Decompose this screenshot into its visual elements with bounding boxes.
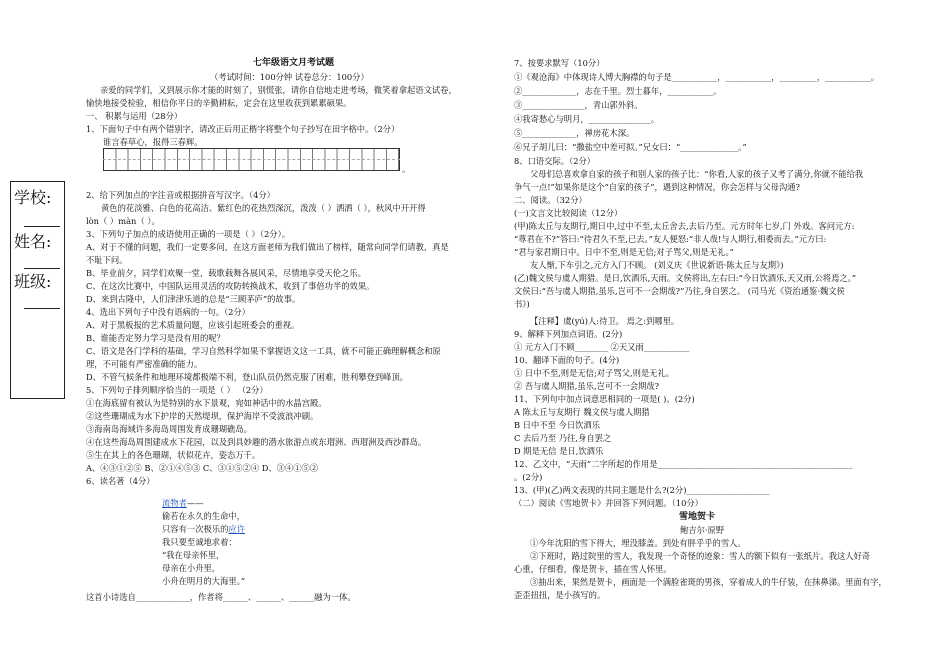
question-4-option-c2: 理，不可能有严密准确的能力。 [86,359,203,369]
section-1-heading: 一、 积累与运用（28分） [86,111,183,121]
tian-grid-midline [103,159,400,160]
exam-title: 七年级语文月考试题 [253,58,335,68]
question-1: 1、下面句子中有两个错别字，请改正后用正楷字将整个句子抄写在田字格中。（2分） [86,124,400,134]
question-11: 11、下列句中加点词意思相同的一项是( )。(2分) [514,394,695,404]
question-3: 3、下列句子加点的成语使用正确的一项是（ ）（2分）。 [86,229,291,239]
question-7: 7、按要求默写（10分） [514,58,605,68]
question-12-end: 。(2分) [514,472,543,482]
question-7-item-6: ⑥兄子胡儿曰：“撒盐空中差可拟。”兄女曰：“______________。” [514,142,747,152]
exam-subtitle: （考试时间：100分钟 试卷总分：100分） [210,72,369,82]
text-jia-line-1: (甲)陈太丘与友期行,期日中,过中不至,太丘舍去,去后乃至。元方时年七岁,门 外戏。客问元方: [514,221,855,231]
question-8-line-a: 父母们总喜欢拿自家的孩子和别人家的孩子比：“你看,人家的孩子又考了满分,你就不能给我 [530,169,864,179]
question-2: 2、给下列加点的字注音或根据拼音写汉字。（4分） [86,190,275,200]
question-5-item-4: ④在这些海岛周围建成水下花园，以及到具妙趣的潜水旅游点或东瑁洲、西瑁洲及西沙群岛。 [86,437,427,447]
poem-line-5: 母亲在小舟里， [162,563,221,573]
story-para-2a: ②下班时，路过院里的雪人，我发现一个奇怪的迹象：雪人的额下似有一张纸片。我这人好奇 [530,551,871,561]
class-blank[interactable] [24,308,60,309]
question-3-option-d: D、来到古隆中，人们津津乐道的总是“三顾茅庐”的故事。 [86,294,301,304]
question-10: 10、翻译下面的句子。(4分) [514,355,620,365]
question-4-option-d: D、不管气候条件和地理环境都极端不利，登山队员仍然克服了困难，胜利攀登到峰顶。 [86,372,408,382]
text-yi-line-3: 书》) [514,299,530,309]
question-9: 9、解释下列加点词语。(2分) [514,329,623,339]
question-1-sentence: 谁言春草心，报得三春辉。 [103,137,203,147]
poem-line-1: 偷若在永久的生命中， [162,511,245,521]
question-11-option-a: A 陈太丘与友期行 魏文侯与虞人期猎 [514,407,650,417]
poem-title-dash: —— [186,498,204,508]
story-para-3b: 歪歪扭扭，是小孩写的。 [514,590,606,600]
story-title: 雪地贺卡 [679,512,716,522]
question-5-item-5: ⑤生在其上的各色珊瑚，状似花卉，姿态万千。 [86,450,261,460]
question-8-line-b: 争气一点!”如果你是这个“自家的孩子”，遇到这种情况，你会怎样与父母沟通? [514,182,801,192]
school-label: 学校: [14,188,52,207]
school-blank[interactable] [24,226,60,227]
question-4: 4、选出下列句子中没有语病的一句。（2分） [86,307,251,317]
question-5-item-1: ①在海底留有被认为是特别的水下景观，宛如神话中的水晶宫殿。 [86,398,327,408]
poem-line-3: 我只要至诚地求着： [162,537,237,547]
poem-line-6: 小舟在明月的大海里。” [162,576,246,586]
text-jia-line-2: “尊君在不?”答曰:“待君久不至,已去。”友人便怒:“非人哉!与人期行,相委而去。”元方曰: [514,234,827,244]
section-2-heading: 二、阅读。（32分） [514,195,587,205]
question-13: 13、(甲)(乙)两文表现的共同主题是什么?(2分)____________________ [514,485,770,495]
question-4-option-c1: C、语文是各门学科的基础，学习自然科学如果不掌握语文这一工具，就不可能正确理解概念和原 [86,346,441,356]
story-para-3a: ③抽出来，果然是贺卡，画面是一个满脸雀斑的男孩，穿着成人的牛仔装，在抹鼻涕。里面有字， [530,577,887,587]
question-2-line-b: lòn（ ）màn（ ）。 [86,216,160,226]
grid-period: 。 [402,164,411,174]
question-7-item-4: ④我寄愁心与明月，_______________。 [514,114,660,124]
text-jia-line-3: “君与家君期日中。日中不至,则是无信;对子骂父,则是无礼。” [514,247,734,257]
question-11-option-c: C 去后乃至 乃往,身自罢之 [514,433,612,443]
text-yi-line-2: 文侯曰:“吾与虞人期猎,虽乐,岂可不一会期哉?”乃往,身自罢之。 (司马光《资治通鉴·魏文侯 [514,286,845,296]
question-5: 5、下列句子排列顺序恰当的一项是（ ） （2分） [86,385,268,395]
section-reading-heading: （二）阅读《雪地贺卡》并回答下列问题。（10分） [514,498,703,508]
question-12: 12、乙文中，“天雨”二字所起的作用是_______________________________________________ [514,459,853,469]
question-6-blank: 这首小诗选自_____________，作者将______、______、______融为一体。 [86,592,356,602]
question-11-option-d: D 期是无信 是日,饮酒乐 [514,446,604,456]
question-7-item-5: ⑤_____________，禅房花木深。 [514,128,635,138]
intro-line-1: 亲爱的同学们，又到展示你才能的时刻了，别慌张，请你自信地走进考场，微笑着拿起语文试卷， [100,85,457,95]
annotation-note: 【注释】虞(yú)人:待卫。 焉之:到哪里。 [530,316,680,326]
section-classical-heading: (一)文言文比较阅读（12分） [514,208,623,218]
question-6: 6、读名著（4分） [86,476,155,486]
question-7-item-3: ③_______________，青山郭外斜。 [514,100,643,110]
question-5-item-2: ②这些珊瑚成为水下护岸的天然堤坝，保护海岸不受波浪冲刷。 [86,411,319,421]
question-5-options: A、④③①②⑤ B、②①④⑤③ C、③①⑤②④ D、③④①⑤② [86,463,319,473]
question-3-option-c: C、在这次比赛中，中国队运用灵活的攻防转换战术，收到了事倍功半的效果。 [86,281,375,291]
poem-line-4: “我在母亲怀里， [162,550,225,560]
poem-line-2: 只容有一次极乐的 [162,524,229,534]
poem-title-link[interactable]: 流物者 [162,498,187,508]
class-label: 班级: [14,272,52,291]
question-9-items: ① 元方入门不顾________ ②天又雨___________ [514,342,690,352]
question-3-option-a2: 不耻下问。 [86,255,128,265]
question-10-item-1: ① 日中不至,则是无信;对子骂父,则是无礼。 [514,368,675,378]
poem-link-yingxu[interactable]: 应许 [228,524,245,534]
question-7-item-2: ②_____________，志在千里。烈士暮年，___________。 [514,86,722,96]
question-2-line-a: 黄色的花淡雅、白色的花高洁、紫红色的花热烈深沉，泼泼（ ）洒洒（ ），秋风中开开得 [101,203,426,213]
question-11-option-b: B 日中不至 今日饮酒乐 [514,420,601,430]
question-7-item-1: ①《观沧海》中体现诗人博大胸襟的句子是___________，___________，_________，___________。 [514,72,880,82]
intro-line-2: 愉快地接受检验，相信你平日的辛勤耕耘，定会在这里收获到累累硕果。 [86,98,352,108]
text-jia-line-4: 友人惭,下车引之,元方入门不顾。 (刘义庆《世说新语·陈太丘与友期》) [530,260,784,270]
name-label: 姓名: [14,232,52,251]
question-4-option-a: A、对于黑板报的艺术质量问题，应该引起班委会的重视。 [86,320,300,330]
name-blank[interactable] [24,268,60,269]
story-para-2b: 心重，仔细看，像是贺卡，插在雪人怀里。 [514,564,672,574]
question-4-option-b: B、谁能否定努力学习是没有用的呢？ [86,333,225,343]
question-10-item-2: ② 吾与虞人期猎,虽乐,岂可不一会期哉? [514,381,660,391]
question-3-option-a1: A、对于不懂的问题，我们一定要多问，在这方面老师为我们做出了榜样，随常向同学们请教，真是 [86,242,449,252]
story-para-1: ①今年沈阳的雪下得大，埋没膝盖。到处有胖乎乎的雪人。 [530,538,746,548]
text-yi-line-1: (乙)魏文侯与虞人期猎。是日,饮酒乐,天雨。文侯将出,左右曰:“今日饮酒乐,天又雨,公将焉之。” [514,273,857,283]
story-author: 鲍吉尔·原野 [680,525,725,535]
question-5-item-3: ③海南岛海域许多海岛周围发育成珊瑚礁岛。 [86,424,252,434]
question-8: 8、口语交际。（2分） [514,156,596,166]
question-3-option-b: B、毕业前夕，同学们欢聚一堂，载歌载舞各展风采，尽情地享受天伦之乐。 [86,268,366,278]
